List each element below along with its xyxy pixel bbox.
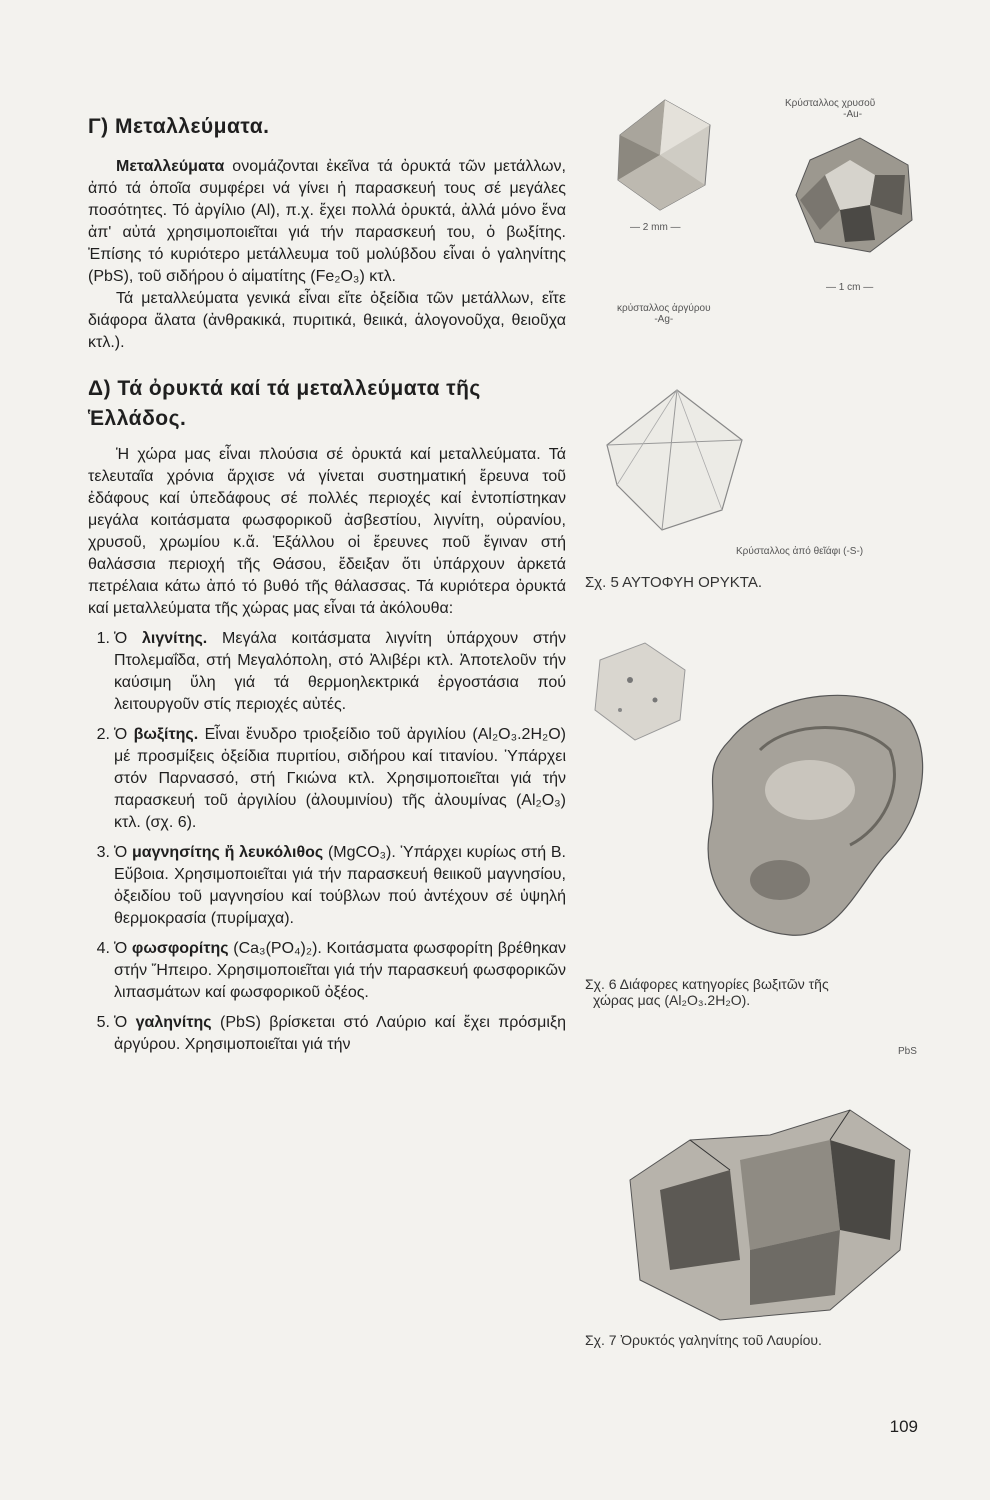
- ores-definition-text: ονομάζονται ἐκεῖνα τά ὀρυκτά τῶν μετάλλων, ἀπό τά ὁποῖα συμφέρει νά γίνει ἡ παρασκευή τους σέ μεγάλες ποσότητες. Τό ἀργίλιο (Al), π.χ. ἔχει πολλά ὀρυκτά, ἀλλά μόνο ἕνα ἀπ' αὐτά χρησιμοποιεῖται γιά τήν παρασκευή του, ὁ βωξίτης. Ἐπίσης τό κυριότερο μετάλλευμα τοῦ μολύβδου εἶναι ὁ γαληνίτης (PbS), τοῦ σιδήρου ὁ αἱματίτης (Fe₂O₃) κτλ.: [88, 158, 566, 285]
- silver-label: κρύσταλλος ἀργύρου -Ag-: [617, 303, 711, 325]
- sulfur-label: Κρύσταλλος ἀπό θεῖάφι (-S-): [736, 546, 864, 557]
- scale-2mm: — 2 mm —: [630, 222, 681, 233]
- bauxite-small-drawing: [585, 635, 695, 745]
- sulfur-crystal-drawing: [592, 385, 772, 535]
- list-item-bauxite: 2. Ὁ βωξίτης. Εἶναι ἔνυδρο τριοξείδιο τοῦ ἀργιλίου (Al₂O₃.2H₂O) μέ προσμίξεις ὀξείδια πυριτίου, σιδήρου καί τιτανίου. Ὑπάρχει στόν Παρνασσό, στή Γκιώνα κτλ. Χρησιμοποιεῖται γιά τήν παρασκευή τοῦ ἀργιλίου (ἀλουμινίου) τῆς ἀλουμίνας (Al₂O₃) κτλ. (σχ. 6).: [96, 726, 566, 831]
- list-item-phosphorite: 4. Ὁ φωσφορίτης (Ca₃(PO₄)₂). Κοιτάσματα φωσφορίτη βρέθηκαν στήν Ἤπειρο. Χρησιμοποιεῖται γιά τήν παρασκευή φωσφορικῶν λιπασμάτων καί φωσφορικοῦ ὀξέος.: [96, 940, 567, 1001]
- section-heading-greece: Δ) Τά ὀρυκτά καί τά μεταλλεύματα τῆς Ἑλλάδος.: [88, 377, 481, 430]
- ores-types-paragraph: Τά μεταλλεύματα γενικά εἶναι εἴτε ὀξείδια τῶν μετάλλων, εἴτε διάφορα ἅλατα (ἀνθρακικά, πυριτικά, θειικά, ἁλογονοῦχα, θειοῦχα κτλ.).: [88, 290, 566, 351]
- gold-crystal-drawing: [610, 95, 720, 215]
- ores-term: Μεταλλεύματα: [116, 158, 225, 175]
- galena-drawing: [600, 1080, 930, 1330]
- gold-crystal-large-drawing: [790, 130, 920, 260]
- pbs-label: PbS: [898, 1046, 917, 1057]
- list-item-magnesite: 3. Ὁ μαγνησίτης ἤ λευκόλιθος (MgCO₃). Ὑπάρχει κυρίως στή Β. Εὔβοια. Χρησιμοποιεῖται γιά τήν παρασκευή θειικοῦ μαγνησίου, ὀξειδίου τοῦ μαγνησίου καί τούβλων πού ἀντέχουν σέ ὑψηλή θερμοκρασία (πυρίμαχα).: [96, 844, 566, 927]
- page-number: 109: [889, 1417, 918, 1436]
- fig7-caption: Σχ. 7 Ὀρυκτός γαληνίτης τοῦ Λαυρίου.: [585, 1332, 822, 1348]
- fig5-caption: Σχ. 5 ΑΥΤΟΦΥΗ ΟΡΥΚΤΑ.: [585, 574, 763, 591]
- list-item-galena: 5. Ὁ γαληνίτης (PbS) βρίσκεται στό Λαύριο καί ἔχει πρόσμιξη ἀργύρου. Χρησιμοποιεῖται γιά τήν: [96, 1014, 567, 1053]
- greece-minerals-paragraph: Ἡ χώρα μας εἶναι πλούσια σέ ὀρυκτά καί μεταλλεύματα. Τά τελευταῖα χρόνια ἄρχισε νά γίνεται συστηματική ἔρευνα τοῦ ἐδάφους καί ὑπεδάφους σέ πολλές περιοχές καί ἐντοπίστηκαν μεγάλα κοιτάσματα φωσφορικοῦ ἀσβεστίου, λιγνίτη, οὐρανίου, χρυσοῦ, χρωμίου κ.ἄ. Ἐξάλλου οἱ ἔρευνες ποῦ ἔγιναν στή θαλάσσια περιοχή τῆς Θάσου, ἔδειξαν ὅτι ὑπάρχουν ἀρκετά πετρέλαια κάτω ἀπό τό βυθό τῆς θάλασσας. Τά κυριότερα ὀρυκτά καί μεταλλεύματα τῆς χώρας μας εἶναι τά ἀκόλουθα:: [88, 446, 566, 617]
- bauxite-large-drawing: [690, 680, 930, 950]
- list-item-lignite: 1. Ὁ λιγνίτης. Μεγάλα κοιτάσματα λιγνίτη ὑπάρχουν στήν Πτολεμαΐδα, στή Μεγαλόπολη, στό Ἀλιβέρι κτλ. Ἀποτελοῦν τήν καύσιμη ὕλη γιά τά θερμοηλεκτρικά ἐργοστάσια πού λειτουργοῦν στίς περιοχές αὐτές.: [96, 630, 566, 713]
- scale-1cm: — 1 cm —: [826, 282, 874, 293]
- ores-definition-paragraph: [88, 156, 566, 288]
- fig6-caption: Σχ. 6 Διάφορες κατηγορίες βωξιτῶν τῆς χώρας μας (Al₂O₃.2H₂O).: [585, 976, 829, 1008]
- minerals-list: [88, 628, 566, 1056]
- gold-label: Κρύσταλλος χρυσοῦ -Au-: [785, 98, 876, 120]
- text-column: [88, 112, 566, 1064]
- section-heading-ores: Γ) Μεταλλεύματα.: [88, 115, 270, 138]
